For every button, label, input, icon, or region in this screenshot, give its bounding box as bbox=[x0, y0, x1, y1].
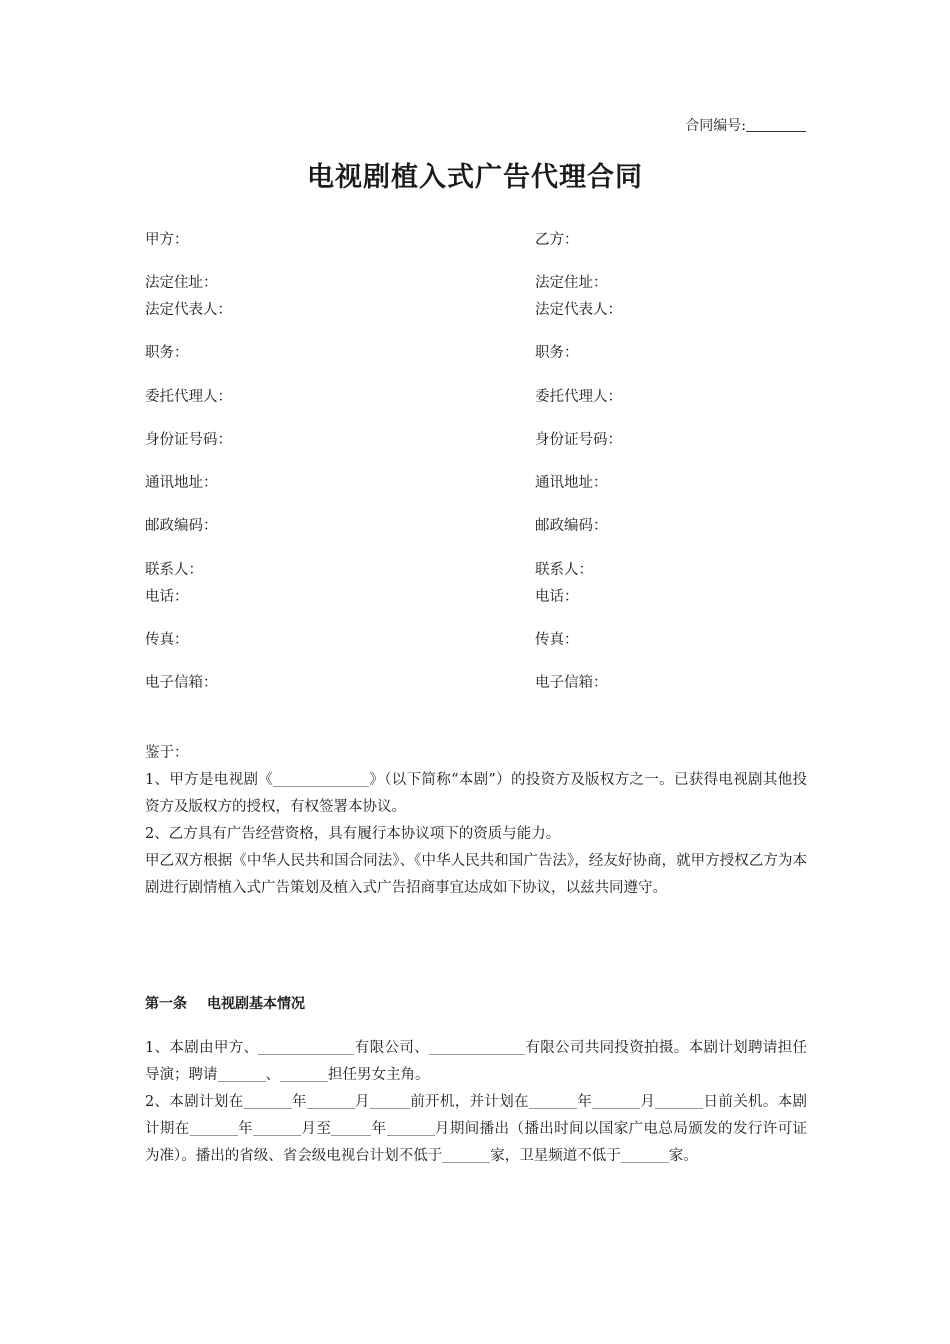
contract-number-blank bbox=[746, 117, 806, 132]
a1p2-month-1: 月 bbox=[354, 1094, 370, 1110]
end-year-blank bbox=[529, 1092, 577, 1109]
a1p1-text-1: 1、本剧由甲方、 bbox=[145, 1040, 259, 1056]
party-a-phone: 电话： bbox=[145, 589, 189, 605]
party-b-mail-address: 通讯地址： bbox=[535, 475, 608, 491]
party-a-mail-address: 通讯地址： bbox=[145, 475, 218, 491]
a1p2-text-3: 日前关机。本剧计期在 bbox=[145, 1094, 808, 1137]
company-1-blank bbox=[258, 1038, 354, 1055]
party-a-id: 身份证号码： bbox=[145, 432, 232, 448]
article-1-title: 电视剧基本情况 bbox=[207, 996, 305, 1012]
party-b-fax: 传真： bbox=[535, 632, 579, 648]
whereas-item-2: 2、乙方具有广告经营资格，具有履行本协议项下的资质与能力。 bbox=[145, 826, 561, 842]
party-a-fax: 传真： bbox=[145, 632, 189, 648]
a1p2-text-4: 月至 bbox=[301, 1121, 332, 1137]
a1p1-text-4: 担任导演；聘请 bbox=[145, 1040, 808, 1083]
air-year-from-blank bbox=[190, 1119, 238, 1136]
a1p2-text-5: 月期间播出（播出时间以国家广电总局颁发的发行许可证为准）。播出的省级、省会级电视台计划不低于 bbox=[145, 1121, 808, 1164]
contract-number-label: 合同编号: bbox=[685, 118, 746, 134]
party-a-name: 甲方： bbox=[145, 232, 189, 248]
a1p1-text-6: 担任男女主角。 bbox=[328, 1067, 430, 1083]
party-b-agent: 委托代理人： bbox=[535, 389, 622, 405]
air-month-to-blank bbox=[387, 1119, 435, 1136]
end-month-blank bbox=[592, 1092, 640, 1109]
whereas-item-1 bbox=[145, 767, 807, 821]
party-a-contact: 联系人： bbox=[145, 562, 203, 578]
whereas-intro: 鉴于： bbox=[145, 745, 189, 761]
a1p1-text-5: 、 bbox=[265, 1067, 280, 1083]
article-1-body bbox=[145, 1035, 807, 1170]
provincial-count-blank bbox=[442, 1146, 490, 1163]
whereas-item-1-rest: 》（以下简称“本剧”）的投资方及版权方之一。已获得电视剧其他投资方及版权方的授权，有权签署本协议。 bbox=[145, 772, 807, 815]
a1p2-year-3: 年 bbox=[237, 1121, 254, 1137]
party-b-name: 乙方： bbox=[535, 232, 579, 248]
a1p1-text-3: 有限公司共同投资拍摄。本剧计划聘请 bbox=[525, 1040, 778, 1056]
a1p2-year-1: 年 bbox=[291, 1094, 307, 1110]
female-lead-blank bbox=[280, 1065, 328, 1082]
air-month-from-blank bbox=[253, 1119, 301, 1136]
end-day-blank bbox=[655, 1092, 703, 1109]
party-a-agent: 委托代理人： bbox=[145, 389, 232, 405]
whereas-closing: 甲乙双方根据《中华人民共和国合同法》、《中华人民共和国广告法》，经友好协商，就甲方授权乙方为本剧进行剧情植入式广告策划及植入式广告招商事宜达成如下协议，以兹共同遵守。 bbox=[145, 853, 807, 896]
party-a-postcode: 邮政编码： bbox=[145, 518, 218, 534]
party-a-email: 电子信箱： bbox=[145, 675, 218, 691]
document-title: 电视剧植入式广告代理合同 bbox=[307, 162, 643, 193]
party-b-rep: 法定代表人： bbox=[535, 302, 622, 318]
party-b-address: 法定住址： bbox=[535, 275, 608, 291]
a1p2-text-7: 家。 bbox=[668, 1148, 698, 1164]
whereas-item-1-lead: 1、甲方是电视剧《 bbox=[145, 772, 274, 788]
article-1-number: 第一条 bbox=[145, 996, 187, 1012]
article-1-para-2 bbox=[145, 1089, 807, 1170]
a1p2-text-2: 前开机，并计划在 bbox=[409, 1094, 529, 1110]
party-b-id: 身份证号码： bbox=[535, 432, 622, 448]
male-lead-blank bbox=[218, 1065, 266, 1082]
start-day-blank bbox=[370, 1092, 410, 1109]
a1p2-month-2: 月 bbox=[640, 1094, 656, 1110]
a1p2-text-6: 家，卫星频道不低于 bbox=[490, 1148, 621, 1164]
whereas-section bbox=[145, 740, 807, 902]
a1p2-text-1: 2、本剧计划在 bbox=[145, 1094, 244, 1110]
party-b-position: 职务： bbox=[535, 345, 579, 361]
party-b-email: 电子信箱： bbox=[535, 675, 608, 691]
a1p2-year-2: 年 bbox=[576, 1094, 593, 1110]
article-1-heading bbox=[145, 994, 305, 1014]
contract-number bbox=[685, 116, 806, 136]
satellite-count-blank bbox=[621, 1146, 669, 1163]
party-b-postcode: 邮政编码： bbox=[535, 518, 608, 534]
start-year-blank bbox=[244, 1092, 292, 1109]
party-a-position: 职务： bbox=[145, 345, 189, 361]
party-a-rep: 法定代表人： bbox=[145, 302, 232, 318]
party-b-contact: 联系人： bbox=[535, 562, 593, 578]
air-year-to-blank bbox=[331, 1119, 371, 1136]
a1p1-text-2: 有限公司、 bbox=[354, 1040, 430, 1056]
party-a-address: 法定住址： bbox=[145, 275, 218, 291]
a1p2-year-4: 年 bbox=[371, 1121, 387, 1137]
party-b-phone: 电话： bbox=[535, 589, 579, 605]
drama-title-blank bbox=[273, 770, 369, 787]
company-2-blank bbox=[429, 1038, 525, 1055]
article-1-para-1 bbox=[145, 1035, 807, 1089]
start-month-blank bbox=[307, 1092, 355, 1109]
